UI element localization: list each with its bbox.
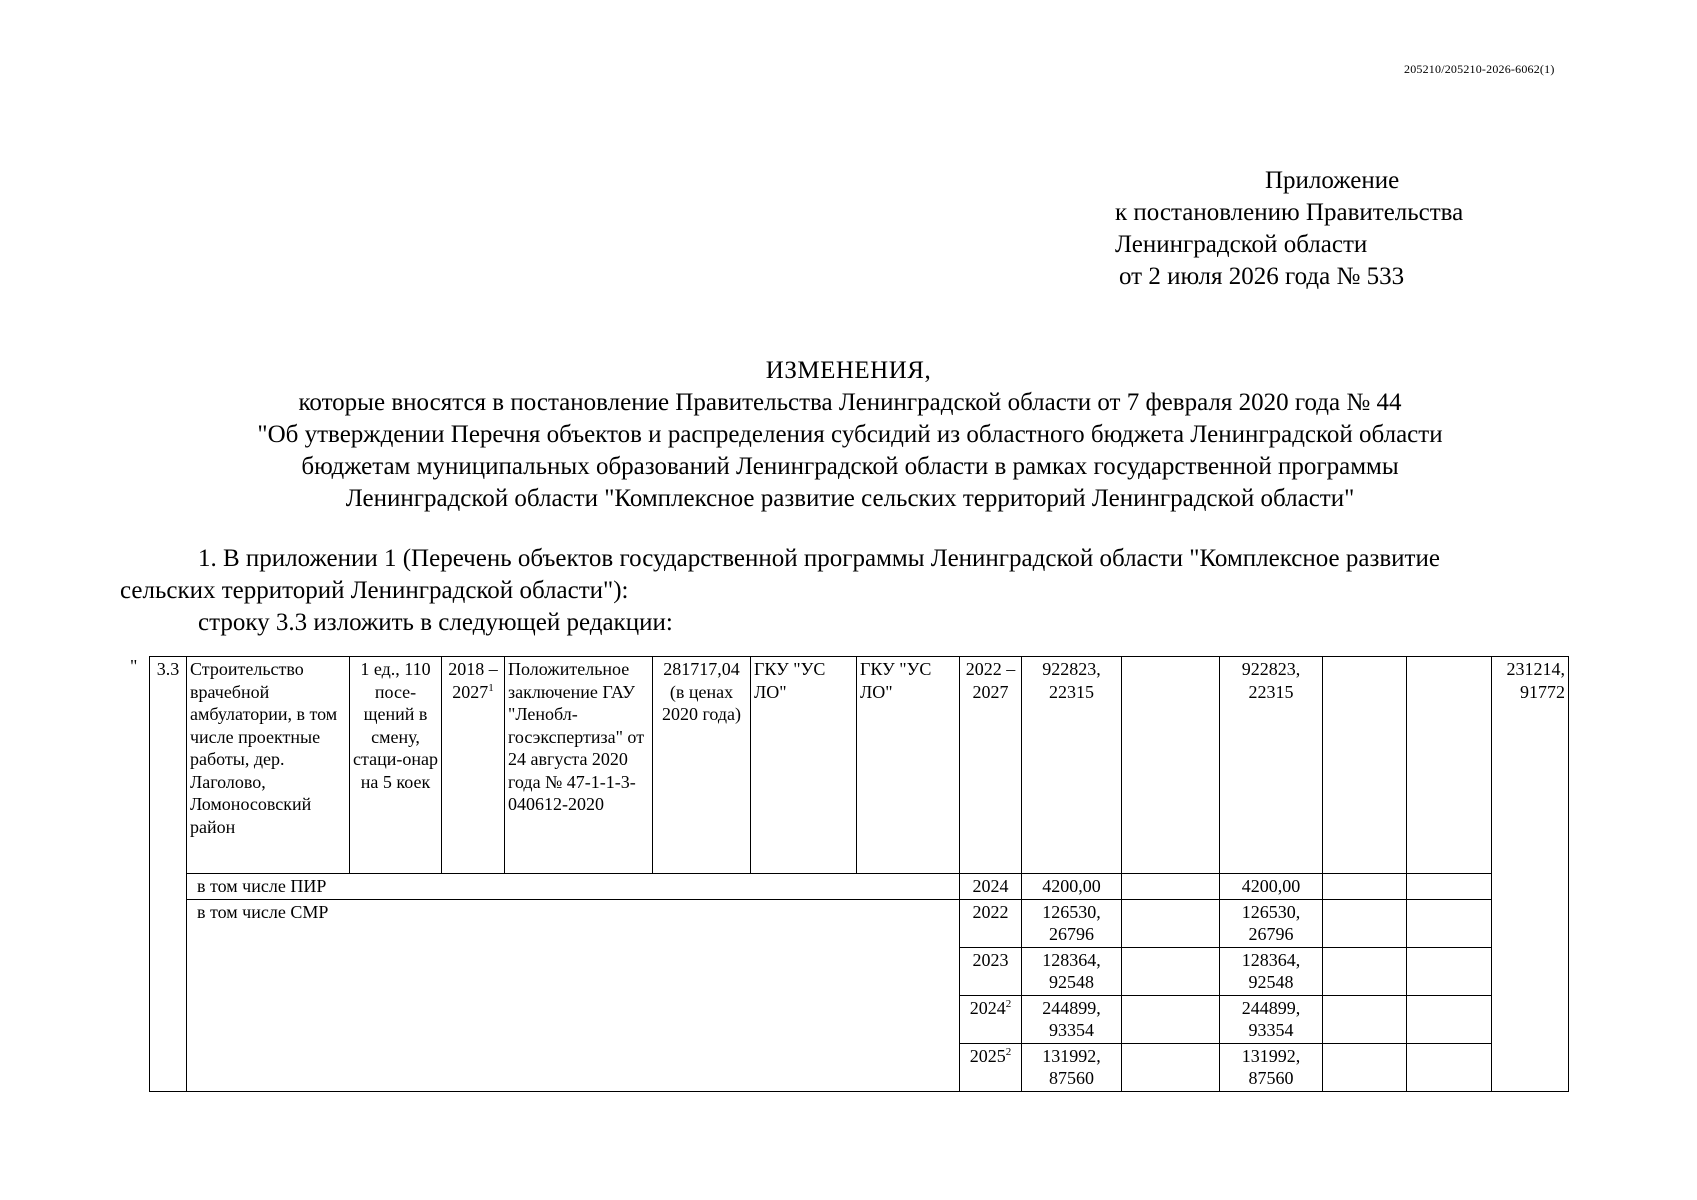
document-id: 205210/205210-2026-6062(1) [1404, 62, 1555, 76]
cell-smr-local [1323, 1043, 1407, 1091]
cell-other [1407, 657, 1492, 874]
cell-pir-regional: 4200,00 [1220, 874, 1323, 900]
cell-period: 2022 – 2027 [960, 657, 1022, 874]
subtitle-line-3: бюджетам муниципальных образований Ленинградской области в рамках государственной программы [301, 453, 1399, 480]
cell-object-name: Строительство врачебной амбулатории, в том числе проектные работы, дер. Лаголово, Ломоносовский район [187, 657, 350, 874]
cell-pir-other [1407, 874, 1492, 900]
cell-smr-regional: 244899, 93354 [1220, 995, 1323, 1043]
cell-smr-label: в том числе СМР [187, 899, 960, 1091]
table-row-main [150, 657, 1569, 874]
cell-smr-year: 2024$^2$ [960, 995, 1022, 1043]
cell-smr-other [1407, 995, 1492, 1043]
cell-developer: ГКУ "УС ЛО" [857, 657, 960, 874]
objects-table [149, 656, 1569, 1092]
cell-pir-local [1323, 874, 1407, 900]
cell-smr-total: 131992, 87560 [1022, 1043, 1122, 1091]
cell-smr-federal [1122, 947, 1220, 995]
appendix-header [1115, 165, 1535, 293]
cell-pir-year: 2024 [960, 874, 1022, 900]
cell-smr-other [1407, 947, 1492, 995]
cell-capacity: 1 ед., 110 посе-щений в смену, стаци-онар на 5 коек [350, 657, 442, 874]
cell-last-value: 231214, 91772 [1492, 657, 1569, 1092]
cell-customer: ГКУ "УС ЛО" [751, 657, 857, 874]
cell-years: 2018 – 2027$^1$ [442, 657, 505, 874]
table-row-pir [150, 874, 1569, 900]
cell-smr-total: 126530, 26796 [1022, 899, 1122, 947]
subtitle-line-4: Ленинградской области "Комплексное развитие сельских территорий Ленинградской области" [345, 485, 1355, 512]
cell-smr-federal [1122, 995, 1220, 1043]
cell-pir-federal [1122, 874, 1220, 900]
cell-estimated-cost: 281717,04 (в ценах 2020 года) [653, 657, 751, 874]
cell-smr-regional: 128364, 92548 [1220, 947, 1323, 995]
table-row-smr-2022 [150, 899, 1569, 947]
cell-smr-local [1323, 947, 1407, 995]
cell-smr-regional: 131992, 87560 [1220, 1043, 1323, 1091]
cell-smr-other [1407, 1043, 1492, 1091]
paragraph-line-2: сельских территорий Ленинградской области"): [120, 577, 629, 604]
cell-smr-year: 2025$^2$ [960, 1043, 1022, 1091]
appendix-line-3: Ленинградской области [1115, 231, 1368, 258]
paragraph-line-1: 1. В приложении 1 (Перечень объектов государственной программы Ленинградской области "Комплексное развитие [198, 545, 1440, 572]
subtitle-line-2: "Об утверждении Перечня объектов и распределения субсидий из областного бюджета Ленинградской области [257, 421, 1443, 448]
cell-smr-other [1407, 899, 1492, 947]
cell-smr-local [1323, 995, 1407, 1043]
cell-pir-total: 4200,00 [1022, 874, 1122, 900]
cell-smr-regional: 126530, 26796 [1220, 899, 1323, 947]
cell-pir-label: в том числе ПИР [187, 874, 960, 900]
subtitle-line-1: которые вносятся в постановление Правительства Ленинградской области от 7 февраля 2020 года № 44 [298, 389, 1402, 416]
cell-smr-federal [1122, 1043, 1220, 1091]
opening-quote-mark: " [130, 656, 138, 676]
appendix-line-4: от 2 июля 2026 года № 533 [1119, 263, 1405, 290]
cell-federal [1122, 657, 1220, 874]
appendix-line-1: Приложение [1265, 167, 1400, 194]
document-title: ИЗМЕНЕНИЯ, [765, 357, 932, 384]
cell-smr-local [1323, 899, 1407, 947]
cell-local [1323, 657, 1407, 874]
cell-smr-year: 2023 [960, 947, 1022, 995]
cell-regional: 922823, 22315 [1220, 657, 1323, 874]
cell-smr-year: 2022 [960, 899, 1022, 947]
appendix-line-2: к постановлению Правительства [1115, 199, 1464, 226]
document-subtitle [120, 387, 1580, 515]
paragraph-line-3: строку 3.3 изложить в следующей редакции: [198, 609, 673, 636]
cell-expertise: Положительное заключение ГАУ "Ленобл-госэкспертиза" от 24 августа 2020 года № 47-1-1-3-040612-2020 [505, 657, 653, 874]
cell-smr-total: 244899, 93354 [1022, 995, 1122, 1043]
cell-smr-total: 128364, 92548 [1022, 947, 1122, 995]
cell-total: 922823, 22315 [1022, 657, 1122, 874]
cell-row-number: 3.3 [150, 657, 187, 1092]
body-paragraph [120, 543, 1600, 639]
cell-smr-federal [1122, 899, 1220, 947]
